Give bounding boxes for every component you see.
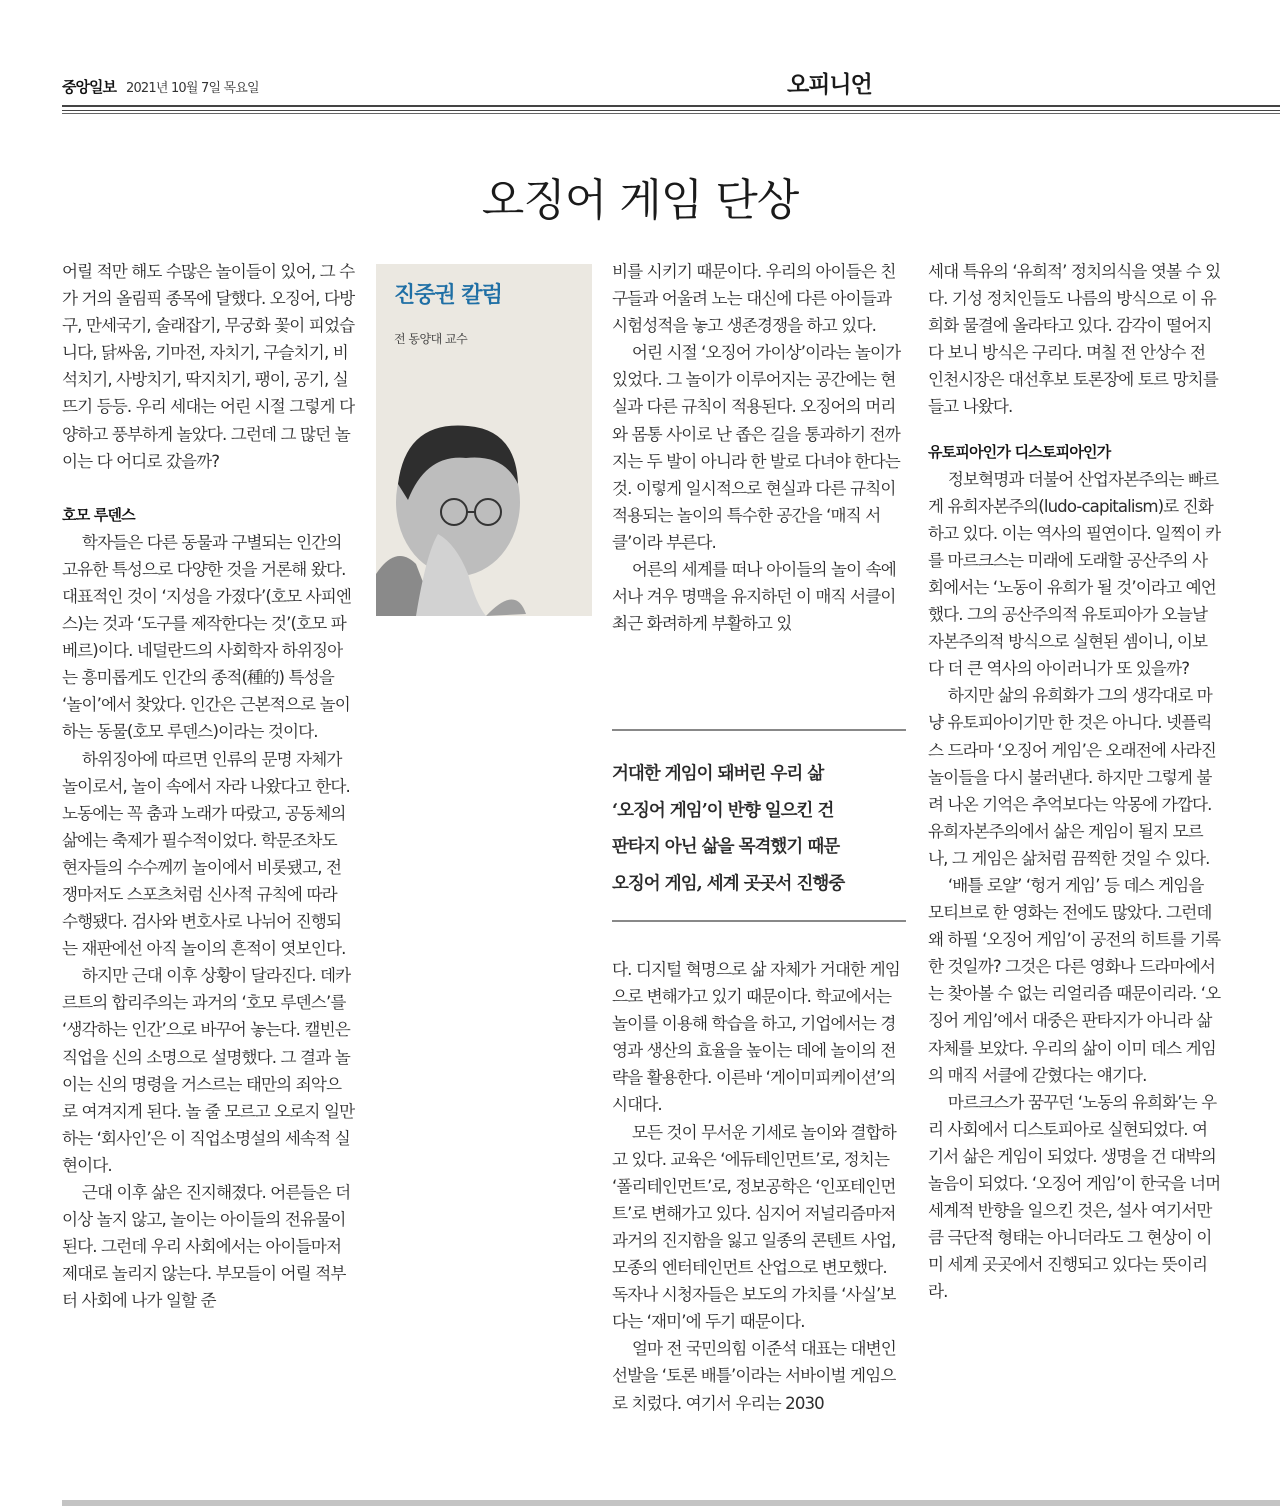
author-photo bbox=[376, 414, 592, 616]
paragraph: 근대 이후 삶은 진지해졌다. 어른들은 더 이상 놀지 않고, 놀이는 아이들의 전유물이 된다. 그런데 우리 사회에서는 아이들마저 제대로 놀리지 않는다. 부모들이 어릴 적부터 사회에 나가 일할 준 bbox=[62, 1183, 351, 1311]
article-column-1 bbox=[62, 258, 356, 1314]
article-column-4 bbox=[928, 258, 1222, 1305]
page-bottom-bar bbox=[62, 1500, 1280, 1506]
paragraph: 하지만 삶의 유희화가 그의 생각대로 마냥 유토피아이기만 한 것은 아니다. 넷플릭스 드라마 ‘오징어 게임’은 오래전에 사라진 놀이들을 다시 불러낸다. 하지만 그렇게 불려 나온 기억은 추억보다는 악몽에 가깝다. 유희자본주의에서 삶은 게임이 될지 모르나, 그 게임은 삶처럼 끔찍한 것일 수 있다. bbox=[928, 686, 1216, 868]
pull-quote-line: 오징어 게임, 세계 곳곳서 진행중 bbox=[612, 873, 845, 894]
pull-quote-line: ‘오징어 게임’이 반향 일으킨 건 bbox=[612, 800, 834, 821]
columnist-box bbox=[376, 264, 592, 616]
paragraph: 비를 시키기 때문이다. 우리의 아이들은 친구들과 어울려 노는 대신에 다른 아이들과 시험성적을 놓고 생존경쟁을 하고 있다. bbox=[612, 262, 896, 336]
header-rule bbox=[62, 110, 1280, 111]
pull-quote-line: 거대한 게임이 돼버린 우리 삶 bbox=[612, 764, 824, 784]
section-title: 오피니언 bbox=[787, 72, 872, 98]
column-name: 진중권 칼럼 bbox=[394, 283, 502, 308]
article-headline: 오징어 게임 단상 bbox=[481, 175, 799, 226]
issue-date: 2021년 10월 7일 목요일 bbox=[125, 81, 259, 96]
newspaper-logo: 중앙일보 bbox=[62, 78, 116, 96]
paragraph: 하위징아에 따르면 인류의 문명 자체가 놀이로서, 놀이 속에서 자라 나왔다고 한다. 노동에는 꼭 춤과 노래가 따랐고, 공동체의 삶에는 축제가 필수적이었다. 학문조차도 현자들의 수수께끼 놀이에서 비롯됐고, 전쟁마저도 스포츠처럼 신사적 규칙에 따라 수행됐다. 검사와 변호사로 나뉘어 진행되는 재판에선 아직 놀이의 흔적이 엿보인다. bbox=[62, 749, 350, 959]
paragraph: 어린 시절 ‘오징어 가이상’이라는 놀이가 있었다. 그 놀이가 이루어지는 공간에는 현실과 다른 규칙이 적용된다. 오징어의 머리와 몸통 사이로 난 좁은 길을 통과하기 전까지는 두 발이 아니라 한 발로 다녀야 한다는 것. 이렇게 일시적으로 현실과 다른 규칙이 적용되는 놀이의 특수한 공간을 ‘매직 서클’이라 부른다. bbox=[612, 343, 901, 552]
pull-quote-rule bbox=[612, 920, 906, 922]
paragraph: ‘배틀 로얄’ ‘헝거 게임’ 등 데스 게임을 모티브로 한 영화는 전에도 많았다. 그런데 왜 하필 ‘오징어 게임’이 공전의 히트를 기록한 것일까? 그것은 다른 영화나 드라마에서는 찾아볼 수 없는 리얼리즘 때문이리라. ‘오징어 게임’에서 대중은 판타지가 아니라 삶 자체를 보았다. 우리의 삶이 이미 데스 게임의 매직 서클에 갇혔다는 얘기다. bbox=[928, 875, 1221, 1085]
pull-quote-rule bbox=[612, 729, 906, 731]
subheading: 호모 루덴스 bbox=[62, 505, 135, 524]
paragraph: 학자들은 다른 동물과 구별되는 인간의 고유한 특성으로 다양한 것을 거론해 왔다. 대표적인 것이 ‘지성을 가졌다’(호모 사피엔스)는 것과 ‘도구를 제작한다는 것’(호모 파베르)이다. 네덜란드의 사회학자 하위징아는 흥미롭게도 인간의 종적(種的) 특성을 ‘놀이’에서 찾았다. 인간은 근본적으로 놀이하는 동물(호모 루덴스)이라는 것이다. bbox=[62, 532, 352, 742]
paragraph: 어른의 세계를 떠나 아이들의 놀이 속에서나 겨우 명맥을 유지하던 이 매직 서클이 최근 화려하게 부활하고 있 bbox=[612, 560, 896, 634]
pull-quote bbox=[612, 756, 906, 902]
article-column-3-top bbox=[612, 258, 906, 637]
paragraph: 하지만 근대 이후 상황이 달라진다. 데카르트의 합리주의는 과거의 ‘호모 루덴스’를 ‘생각하는 인간’으로 바꾸어 놓는다. 캘빈은 직업을 신의 소명으로 설명했다. 그 결과 놀이는 신의 명령을 거스르는 태만의 죄악으로 여겨지게 된다. 놀 줄 모르고 오로지 일만 하는 ‘회사인’은 이 직업소명설의 세속적 실현이다. bbox=[62, 966, 355, 1175]
pull-quote-line: 판타지 아닌 삶을 목격했기 때문 bbox=[612, 837, 840, 857]
paragraph: 마르크스가 꿈꾸던 ‘노동의 유희화’는 우리 사회에서 디스토피아로 실현되었다. 여기서 삶은 게임이 되었다. 생명을 건 대박의 놀음이 되었다. ‘오징어 게임’이 한국을 너머 세계적 반향을 일으킨 것은, 설사 여기서만큼 극단적 형태는 아니더라도 그 현상이 이미 세계 곳곳에서 진행되고 있다는 뜻이리라. bbox=[928, 1092, 1221, 1302]
paragraph: 다. 디지털 혁명으로 삶 자체가 거대한 게임으로 변해가고 있기 때문이다. 학교에서는 놀이를 이용해 학습을 하고, 기업에서는 경영과 생산의 효율을 높이는 데에 놀이의 전략을 활용한다. 이른바 ‘게이미피케이션’의 시대다. bbox=[612, 960, 900, 1115]
author-title: 전 동양대 교수 bbox=[394, 332, 468, 346]
header-rule bbox=[62, 113, 1280, 114]
paragraph: 세대 특유의 ‘유희적’ 정치의식을 엿볼 수 있다. 기성 정치인들도 나름의 방식으로 이 유희화 물결에 올라타고 있다. 감각이 떨어지다 보니 방식은 구리다. 며칠 전 안상수 전 인천시장은 대선후보 토론장에 토르 망치를 들고 나왔다. bbox=[928, 262, 1221, 417]
paragraph: 어릴 적만 해도 수많은 놀이들이 있어, 그 수가 거의 올림픽 종목에 달했다. 오징어, 다방구, 만세국기, 술래잡기, 무궁화 꽃이 피었습니다, 닭싸움, 기마전, 자치기, 구슬치기, 비석치기, 사방치기, 딱지치기, 팽이, 공기, 실뜨기 등등. 우리 세대는 어린 시절 그렇게 다양하고 풍부하게 놀았다. 그런데 그 많던 놀이는 다 어디로 갔을까? bbox=[62, 262, 355, 471]
paragraph: 정보혁명과 더불어 산업자본주의는 빠르게 유희자본주의(ludo-capitalism)로 진화하고 있다. 이는 역사의 필연이다. 일찍이 카를 마르크스는 미래에 도래할 공산주의 사회에서는 ‘노동이 유희가 될 것’이라고 예언했다. 그의 공산주의적 유토피아가 오늘날 자본주의적 방식으로 실현된 셈이니, 이보다 더 큰 역사의 아이러니가 또 있을까? bbox=[928, 469, 1221, 679]
subheading: 유토피아인가 디스토피아인가 bbox=[928, 442, 1111, 461]
paragraph: 모든 것이 무서운 기세로 놀이와 결합하고 있다. 교육은 ‘에듀테인먼트’로, 정치는 ‘폴리테인먼트’로, 정보공학은 ‘인포테인먼트’로 변해가고 있다. 심지어 저널리즘마저 과거의 진지함을 잃고 일종의 콘텐트 사업, 모종의 엔터테인먼트 산업으로 변모했다. 독자나 시청자들은 보도의 가치를 ‘사실’보다는 ‘재미’에 두기 때문이다. bbox=[612, 1122, 896, 1332]
paragraph: 얼마 전 국민의힘 이준석 대표는 대변인 선발을 ‘토론 배틀’이라는 서바이벌 게임으로 치렀다. 여기서 우리는 2030 bbox=[612, 1339, 896, 1413]
header-rule bbox=[62, 105, 1280, 107]
article-column-3-bottom bbox=[612, 956, 906, 1417]
